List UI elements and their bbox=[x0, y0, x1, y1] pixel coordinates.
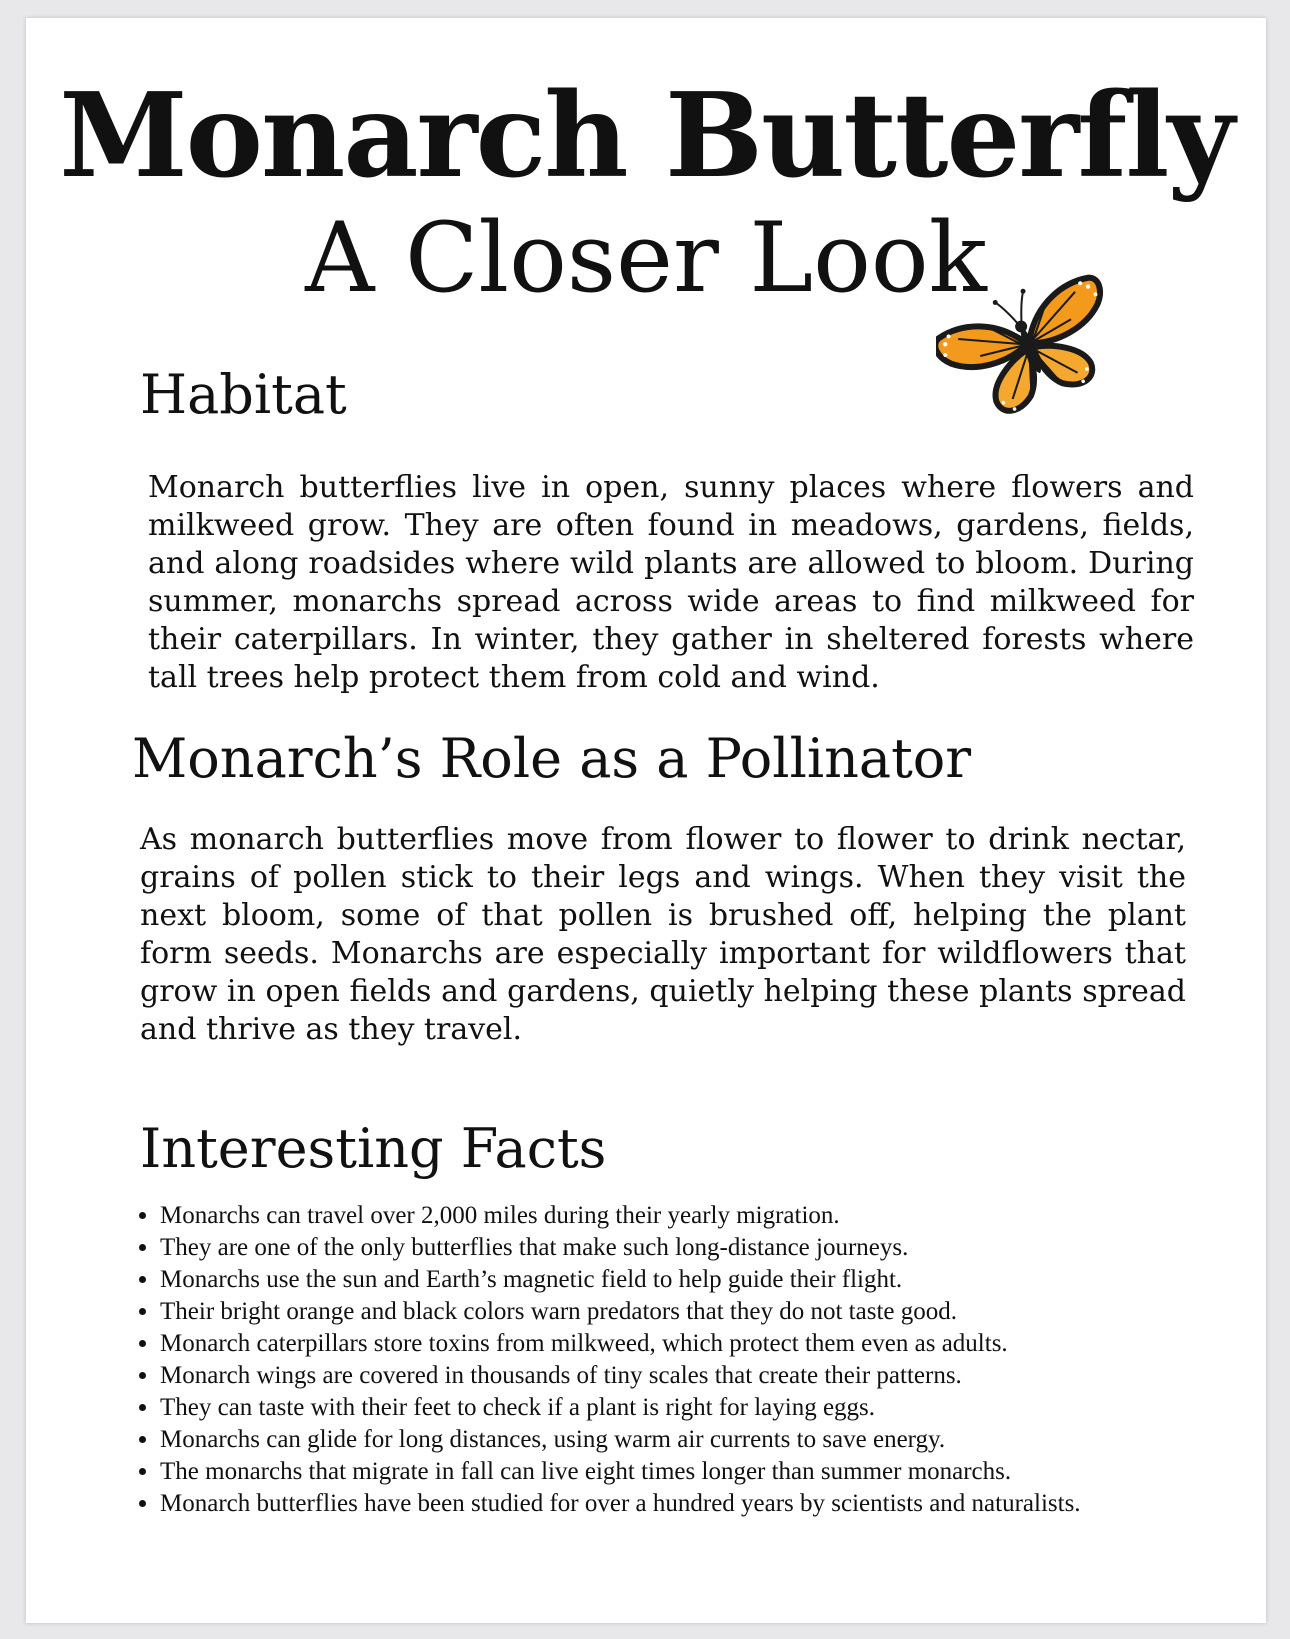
fact-item: • Monarchs can glide for long distances, using warm air currents to save energy. bbox=[160, 1424, 1240, 1456]
facts-heading: Interesting Facts bbox=[140, 1117, 607, 1180]
document-page bbox=[26, 18, 1266, 1623]
page-title: Monarch Butterfly bbox=[59, 68, 1233, 204]
monarch-butterfly-illustration bbox=[936, 271, 1122, 421]
fact-item: • Monarchs use the sun and Earth’s magnetic field to help guide their flight. bbox=[160, 1264, 1240, 1296]
fact-item: • They can taste with their feet to check if a plant is right for laying eggs. bbox=[160, 1392, 1240, 1424]
habitat-heading: Habitat bbox=[140, 363, 347, 426]
pollinator-paragraph: As monarch butterflies move from flower to flower to drink nectar, grains of pollen stick to their legs and wings. When they visit the next bloom, some of that pollen is brushed off, helping the plant form seeds. Monarchs are especially important for wildflowers that grow in open fields and gardens, quietly helping these plants spread and thrive as they travel. bbox=[140, 822, 1186, 1047]
facts-list bbox=[134, 1200, 1240, 1520]
fact-item: • Monarch wings are covered in thousands of tiny scales that create their patterns. bbox=[160, 1360, 1240, 1392]
fact-item: • They are one of the only butterflies that make such long-distance journeys. bbox=[160, 1232, 1240, 1264]
fact-item: • Monarchs can travel over 2,000 miles during their yearly migration. bbox=[160, 1200, 1240, 1232]
pollinator-heading: Monarch’s Role as a Pollinator bbox=[132, 727, 972, 790]
page-subtitle: A Closer Look bbox=[305, 202, 987, 314]
fact-item: • Their bright orange and black colors warn predators that they do not taste good. bbox=[160, 1296, 1240, 1328]
fact-item: • The monarchs that migrate in fall can live eight times longer than summer monarchs. bbox=[160, 1456, 1240, 1488]
fact-item: • Monarch caterpillars store toxins from milkweed, which protect them even as adults. bbox=[160, 1328, 1240, 1360]
fact-item: • Monarch butterflies have been studied for over a hundred years by scientists and naturalists. bbox=[160, 1488, 1240, 1520]
habitat-paragraph: Monarch butterflies live in open, sunny places where flowers and milkweed grow. They are often found in meadows, gardens, fields, and along roadsides where wild plants are allowed to bloom. During summer, monarchs spread across wide areas to find milkweed for their caterpillars. In winter, they gather in sheltered forests where tall trees help protect them from cold and wind. bbox=[148, 470, 1194, 695]
